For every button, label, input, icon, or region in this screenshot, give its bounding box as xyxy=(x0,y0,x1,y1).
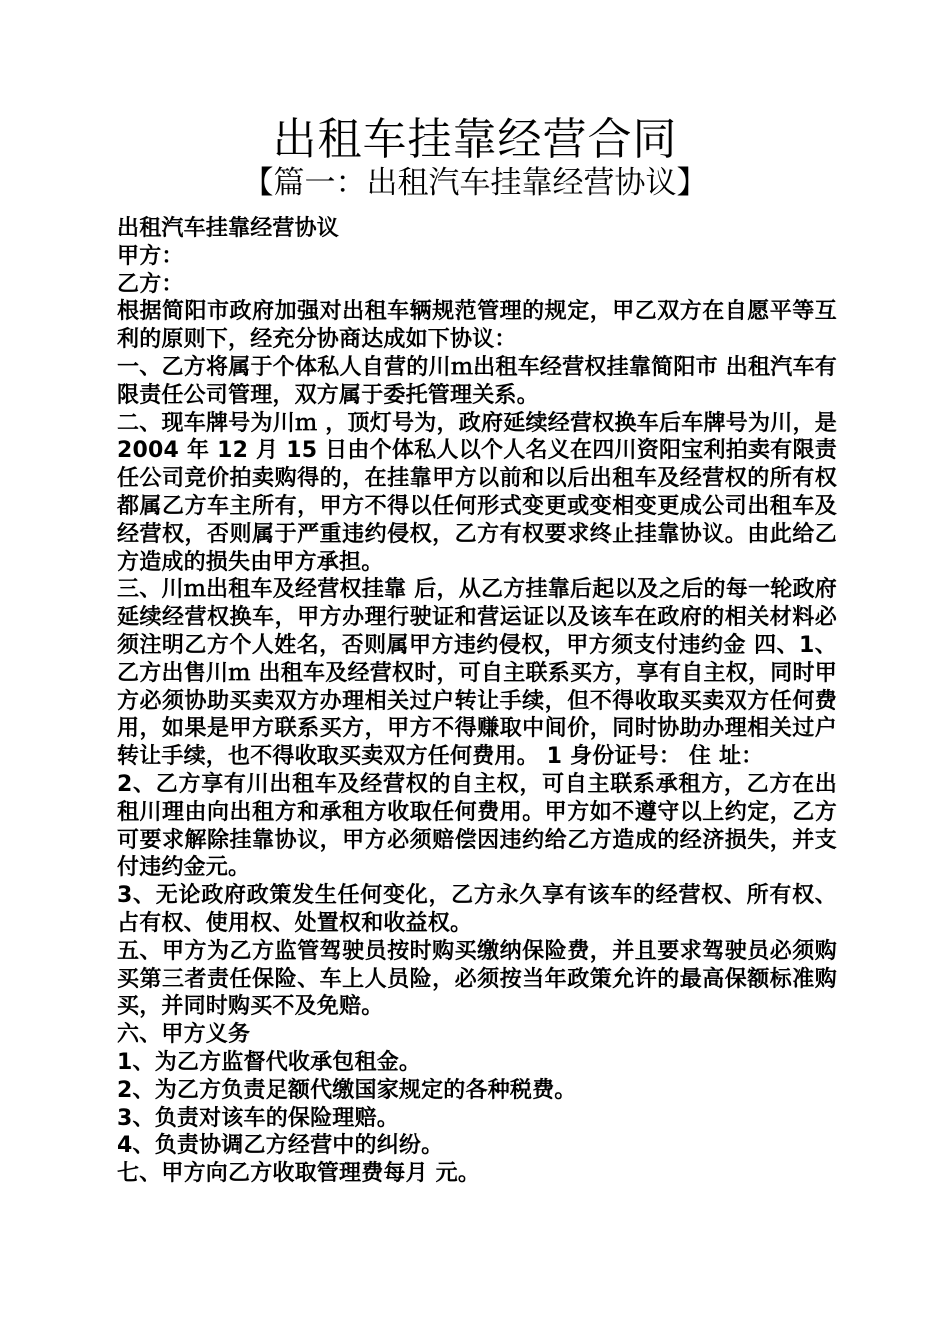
clause-4-2: 2、乙方享有川出租车及经营权的自主权，可自主联系承租方，乙方在出租川理由向出租方和承租方收取任何费用。甲方如不遵守以上约定，乙方可要求解除挂靠协议，甲方必须赔偿因违约给乙方造成的经济损失，并支付违约金元。 xyxy=(117,771,837,881)
clause-6-item-3: 3、负责对该车的保险理赔。 xyxy=(117,1105,399,1131)
clause-6-item-4: 4、负责协调乙方经营中的纠纷。 xyxy=(117,1133,444,1159)
document-subtitle: 【篇一：出租汽车挂靠经营协议】 xyxy=(242,165,708,201)
preamble-paragraph: 根据简阳市政府加强对出租车辆规范管理的规定，甲乙双方在自愿平等互利的原则下，经充分协商达成如下协议： xyxy=(117,299,837,353)
clause-3-4: 三、川ｍ出租车及经营权挂靠 后，从乙方挂靠后起以及之后的每一轮政府延续经营权换车，甲方办理行驶证和营运证以及该车在政府的相关材料必须注明乙方个人姓名，否则属甲方违约侵权，甲方须支付违约金 四、1、乙方出售川ｍ 出租车及经营权时，可自主联系买方，享有自主权，同时甲方必须协助买卖双方办理相关过户转让手续，但不得收取买卖双方任何费用，如果是甲方联系买方，甲方不得赚取中间价，同时协助办理相关过户转让手续，也不得收取买卖双方任何费用。 1 身份证号： 住 址： xyxy=(117,577,837,770)
clause-6-item-1: 1、为乙方监督代收承包租金。 xyxy=(117,1049,422,1075)
document-body xyxy=(117,215,837,1188)
party-b-label: 乙方： xyxy=(117,271,184,297)
clause-1: 一、乙方将属于个体私人自营的川ｍ出租车经营权挂靠简阳市 出租汽车有限责任公司管理，双方属于委托管理关系。 xyxy=(117,354,837,408)
clause-5: 五、甲方为乙方监管驾驶员按时购买缴纳保险费，并且要求驾驶员必须购买第三者责任保险、车上人员险，必须按当年政策允许的最高保额标准购买，并同时购买不及免赔。 xyxy=(117,938,837,1020)
clause-4-3: 3、无论政府政策发生任何变化，乙方永久享有该车的经营权、所有权、占有权、使用权、处置权和收益权。 xyxy=(117,883,837,936)
clause-6-heading: 六、甲方义务 xyxy=(117,1022,251,1048)
clause-6-item-2: 2、为乙方负责足额代缴国家规定的各种税费。 xyxy=(117,1077,577,1103)
clause-7: 七、甲方向乙方收取管理费每月 元。 xyxy=(117,1161,481,1187)
section-heading: 出租汽车挂靠经营协议 xyxy=(117,216,340,241)
party-a-label: 甲方： xyxy=(117,243,184,269)
document-title: 出租车挂靠经营合同 xyxy=(272,114,678,165)
clause-2: 二、现车牌号为川ｍ ，顶灯号为，政府延续经营权换车后车牌号为川，是 2004 年 12 月 15 日由个体私人以个人名义在四川资阳宝利拍卖有限责任公司竞价拍卖购得的，在挂靠甲方以前和以后出租车及经营权的所有权都属乙方车主所有，甲方不得以任何形式变更或变相变更成公司出租车及经营权，否则属于严重违约侵权，乙方有权要求终止挂靠协议。由此给乙方造成的损失由甲方承担。 xyxy=(117,410,837,575)
